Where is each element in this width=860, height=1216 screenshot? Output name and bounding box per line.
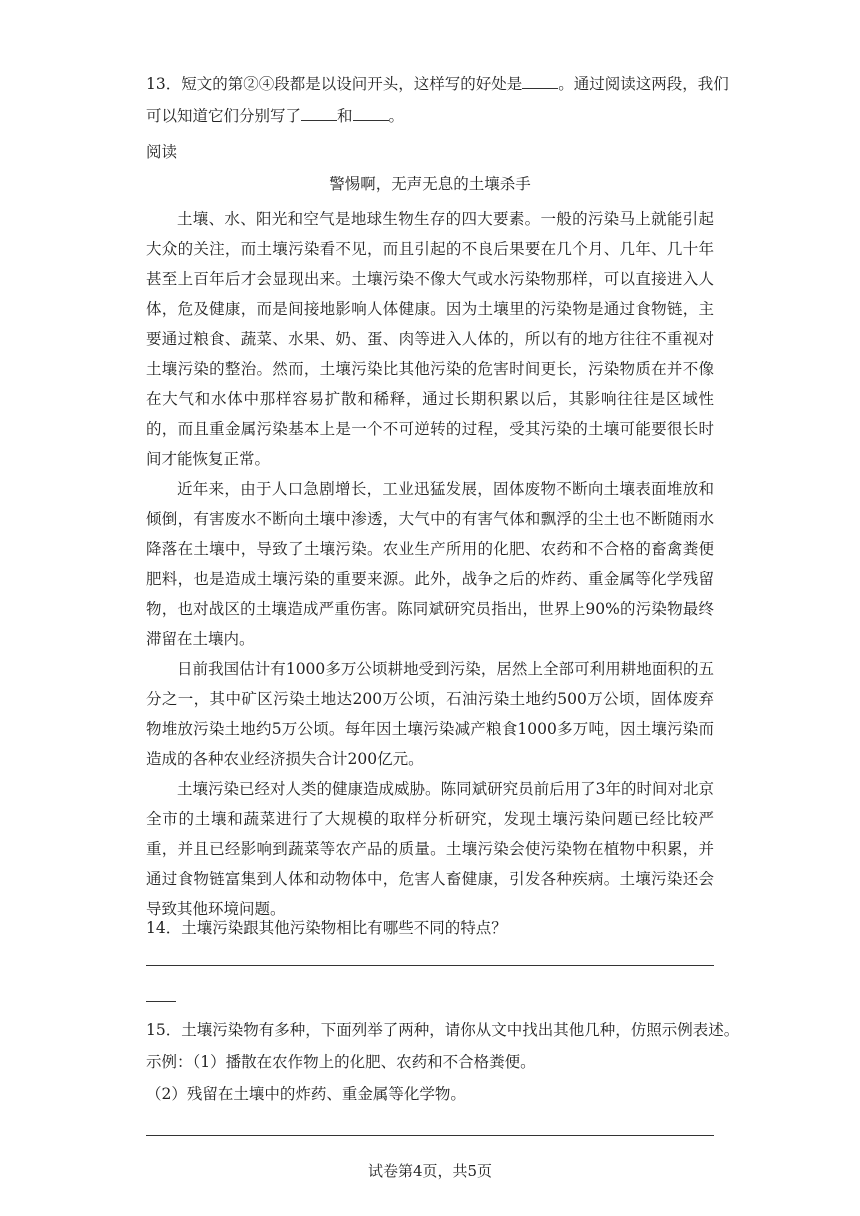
article-title: 警惕啊，无声无息的土壤杀手 <box>329 175 531 193</box>
answer-line-q14[interactable] <box>146 965 714 966</box>
article-paragraph-3: 日前我国估计有1000多万公顷耕地受到污染，居然上全部可利用耕地面积的五分之一，其中矿区污染土地达200万公顷，石油污染土地约500万公顷，固体废弃物堆放污染土地约5万公顷。每年因土壤污染减产粮食1000多万吨，因土壤污染而造成的各种农业经济损失合计200亿元。 <box>146 660 714 768</box>
q13-blank-2[interactable] <box>301 106 337 121</box>
answer-line-q15[interactable] <box>146 1135 714 1136</box>
q13-text-e: 。 <box>388 107 405 125</box>
answer-line-q14-tail[interactable] <box>146 1001 176 1002</box>
question-14: 14．土壤污染跟其他污染物相比有哪些不同的特点？ <box>146 919 507 937</box>
reading-label: 阅读 <box>146 143 178 161</box>
page-footer: 试卷第4页，共5页 <box>367 1162 493 1180</box>
q13-text-b: 。通过阅读这两段，我们 <box>558 75 729 93</box>
q13-text-c: 可以知道它们分别写了 <box>146 107 302 125</box>
article-paragraph-4: 土壤污染已经对人类的健康造成威胁。陈同斌研究员前后用了3年的时间对北京全市的土壤和蔬菜进行了大规模的取样分析研究，发现土壤污染问题已经比较严重，并且已经影响到蔬菜等农产品的质量。土壤污染会使污染物在植物中积累，并通过食物链富集到人体和动物体中，危害人畜健康，引发各种疾病。土壤污染还会导致其他环境问题。 <box>146 780 714 918</box>
q13-text-a: 13．短文的第②④段都是以设问开头，这样写的好处是 <box>146 75 523 93</box>
q13-text-d: 和 <box>337 107 353 125</box>
q13-blank-1[interactable] <box>522 74 558 89</box>
q13-blank-3[interactable] <box>353 106 389 121</box>
question-15-example-2: （2）残留在土壤中的炸药、重金属等化学物。 <box>146 1085 466 1103</box>
question-13-line-1 <box>146 74 729 94</box>
question-13-line-2 <box>146 106 404 126</box>
question-15-example-1: 示例：（1）播散在农作物上的化肥、农药和不合格粪便。 <box>146 1053 536 1071</box>
article-paragraph-1: 土壤、水、阳光和空气是地球生物生存的四大要素。一般的污染马上就能引起大众的关注，而土壤污染看不见，而且引起的不良后果要在几个月、几年、几十年甚至上百年后才会显现出来。土壤污染不像大气或水污染物那样，可以直接进入人体，危及健康，而是间接地影响人体健康。因为土壤里的污染物是通过食物链，主要通过粮食、蔬菜、水果、奶、蛋、肉等进入人体的，所以有的地方往往不重视对土壤污染的整治。然而，土壤污染比其他污染的危害时间更长，污染物质在并不像在大气和水体中那样容易扩散和稀释，通过长期积累以后，其影响往往是区域性的，而且重金属污染基本上是一个不可逆转的过程，受其污染的土壤可能要很长时间才能恢复正常。 <box>146 210 714 468</box>
article-paragraph-2: 近年来，由于人口急剧增长，工业迅猛发展，固体废物不断向土壤表面堆放和倾倒，有害废水不断向土壤中渗透，大气中的有害气体和飘浮的尘土也不断随雨水降落在土壤中，导致了土壤污染。农业生产所用的化肥、农药和不合格的畜禽粪便肥料，也是造成土壤污染的重要来源。此外，战争之后的炸药、重金属等化学残留物，也对战区的土壤造成严重伤害。陈同斌研究员指出，世界上90%的污染物最终滞留在土壤内。 <box>146 480 714 648</box>
question-15-intro: 15．土壤污染物有多种，下面列举了两种，请你从文中找出其他几种，仿照示例表述。 <box>146 1021 740 1039</box>
